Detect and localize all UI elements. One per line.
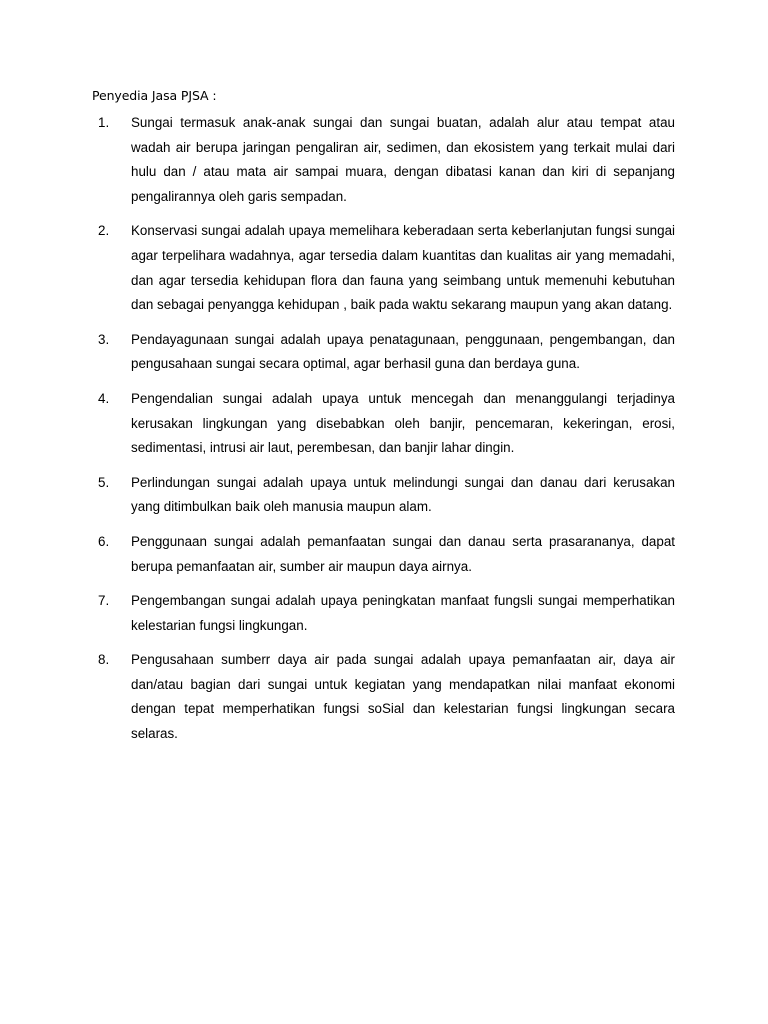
list-item xyxy=(92,471,675,520)
item-number: 4. xyxy=(98,390,110,406)
item-text: Perlindungan sungai adalah upaya untuk melindungi sungai dan danau dari kerusakan yang ditimbulkan baik oleh manusia maupun alam. xyxy=(131,474,675,515)
item-text: Sungai termasuk anak-anak sungai dan sungai buatan, adalah alur atau tempat atau wadah air berupa jaringan pengaliran air, sedimen, dan ekosistem yang terkait mulai dari hulu dan / atau mata air sampai muara, dengan dibatasi kanan dan kiri di sepanjang pengalirannya oleh garis sempadan. xyxy=(131,115,675,204)
item-text: Pendayagunaan sungai adalah upaya penatagunaan, penggunaan, pengembangan, dan pengusahaan sungai secara optimal, agar berhasil guna dan berdaya guna. xyxy=(131,331,675,372)
item-number: 5. xyxy=(98,474,110,490)
list-item xyxy=(92,387,675,461)
item-number: 7. xyxy=(98,593,110,609)
list-item xyxy=(92,589,675,638)
item-text: Pengendalian sungai adalah upaya untuk mencegah dan menanggulangi terjadinya kerusakan lingkungan yang disebabkan oleh banjir, pencemaran, kekeringan, erosi, sedimentasi, intrusi air laut, perembesan, dan banjir lahar dingin. xyxy=(131,390,675,456)
list-item xyxy=(92,219,675,317)
list-item xyxy=(92,530,675,579)
item-text: Pengembangan sungai adalah upaya peningkatan manfaat fungsli sungai memperhatikan kelestarian fungsi lingkungan. xyxy=(131,593,675,633)
item-number: 1. xyxy=(98,115,110,130)
list-item xyxy=(92,648,675,746)
item-number: 2. xyxy=(98,223,110,239)
item-text: Konservasi sungai adalah upaya memelihara keberadaan serta keberlanjutan fungsi sungai agar terpelihara wadahnya, agar tersedia dalam kuantitas dan kualitas air yang memadahi, dan agar tersedia kehidupan flora dan fauna yang seimbang untuk memenuhi kebutuhan dan sebagai penyangga kehidupan , baik pada waktu sekarang maupun yang akan datang. xyxy=(131,223,675,313)
definition-list xyxy=(92,111,675,757)
item-number: 6. xyxy=(98,533,110,549)
list-item xyxy=(92,328,675,377)
item-number: 3. xyxy=(98,331,110,347)
item-text: Penggunaan sungai adalah pemanfaatan sungai dan danau serta prasarananya, dapat berupa pemanfaatan air, sumber air maupun daya airnya. xyxy=(131,533,675,574)
list-item xyxy=(92,111,675,209)
item-text: Pengusahaan sumberr daya air pada sungai adalah upaya pemanfaatan air, daya air dan/atau bagian dari sungai untuk kegiatan yang mendapatkan nilai manfaat ekonomi dengan tepat memperhatikan fungsi soSial dan kelestarian fungsi lingkungan secara selaras. xyxy=(131,652,675,742)
document-heading: Penyedia Jasa PJSA : xyxy=(92,88,217,103)
item-number: 8. xyxy=(98,652,110,668)
